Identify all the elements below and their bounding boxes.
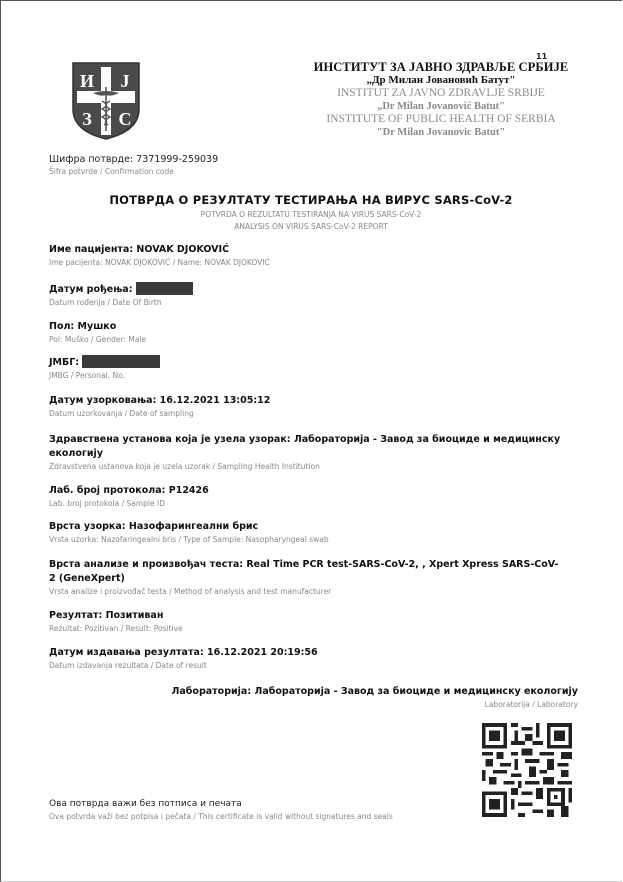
institute-name-cyrillic: ИНСТИТУТ ЗА ЈАВНО ЗДРАВЉЕ СРБИЈЕ — [313, 60, 569, 74]
field-jmbg: ЈМБГ: JMBG / Personal. No. — [49, 355, 589, 380]
validity-note-label: Ова потврда важи без потписа и печата — [49, 799, 242, 809]
institute-subname-latin: „Dr Milan Jovanović Batut" — [377, 101, 505, 112]
institute-subname-cyrillic: „Др Милан Јовановић Батут" — [366, 74, 516, 86]
field-patient-name: Име пацијента: NOVAK DJOKOVIĆ Ime pacijenta: NOVAK DJOKOVIĆ / Name: NOVAK DJOKOVIĆ — [49, 244, 270, 267]
validity-note-sub: Ova potvrda važi bez potpisa i pečata / This certificate is valid without signatures and seals — [49, 812, 393, 821]
field-analysis-method: Врста анализе и произвођач теста: Real Time PCR test-SARS-CoV-2, , Xpert Xpress SARS-CoV-2 (GeneXpert) Vrsta analize i proizvođač testa / Method of analysis and test manufacturer — [49, 559, 559, 596]
svg-text:Ј: Ј — [120, 71, 130, 91]
title-english: ANALYSIS ON VIRUS SARS-CoV-2 REPORT — [234, 222, 388, 231]
svg-text:И: И — [79, 71, 95, 91]
title-latin: POTVRDA O REZULTATU TESTIRANJA NA VIRUS SARS-CoV-2 — [200, 210, 422, 219]
field-sampling-institution: Здравствена установа која је узела узорак: Лабораторија - Завод за биоциде и медицинску екологију Zdravstvena ustanova koja je uzela uzorak / Sampling Health Institution — [49, 434, 561, 471]
validity-note — [49, 799, 393, 821]
svg-text:С: С — [118, 109, 132, 129]
redaction-bar — [82, 355, 160, 368]
institute-subname-english: "Dr Milan Jovanovic Batut" — [376, 127, 506, 138]
laboratory-block — [172, 686, 579, 709]
qr-code-icon — [482, 723, 572, 817]
confirmation-code — [49, 154, 218, 176]
institute-logo-icon — [71, 61, 141, 141]
svg-text:З: З — [82, 109, 92, 129]
field-sample-type: Врста узорка: Назофарингеални брис Vrsta uzorka: Nazofaringealni bris / Type of Sample: Nasopharyngeal swab — [49, 521, 329, 544]
field-date-of-birth: Датум рођења: Datum rođenja / Date Of Birth — [49, 282, 589, 307]
institute-name-english: INSTITUTE OF PUBLIC HEALTH OF SERBIA — [326, 113, 556, 125]
confirmation-code-label: Шифра потврде: 7371999-259039 — [49, 154, 219, 165]
redaction-bar — [136, 282, 193, 295]
page-number: 11 — [536, 52, 548, 61]
field-protocol-number: Лаб. број протокола: P12426 Lab. broj protokola / Sample ID — [49, 485, 209, 508]
field-gender: Пол: Мушко Pol: Muško / Gender: Male — [49, 321, 147, 344]
field-sampling-date: Датум узорковања: 16.12.2021 13:05:12 Datum uzorkovanja / Date of sampling — [49, 395, 271, 418]
laboratory-label: Лабораторија: Лабораторија - Завод за биоциде и медицинску екологију — [171, 686, 578, 697]
institute-name-latin: INSTITUT ZA JAVNO ZDRAVLJE SRBIJE — [337, 87, 545, 99]
title-cyrillic: ПОТВРДА О РЕЗУЛТАТУ ТЕСТИРАЊА НА ВИРУС SARS-CoV-2 — [109, 193, 513, 207]
laboratory-sub: Laboratorija / Laboratory — [484, 700, 578, 709]
field-result-date: Датум издавања резултата: 16.12.2021 20:19:56 Datum izdavanja rezultata / Date of result — [49, 647, 318, 670]
institute-header — [301, 61, 581, 139]
confirmation-code-sub: Šifra potvrde / Confirmation code — [49, 167, 174, 176]
field-result: Резултат: Позитиван Rezultat: Pozitivan / Result: Positive — [49, 610, 183, 633]
document-title — [41, 193, 581, 231]
